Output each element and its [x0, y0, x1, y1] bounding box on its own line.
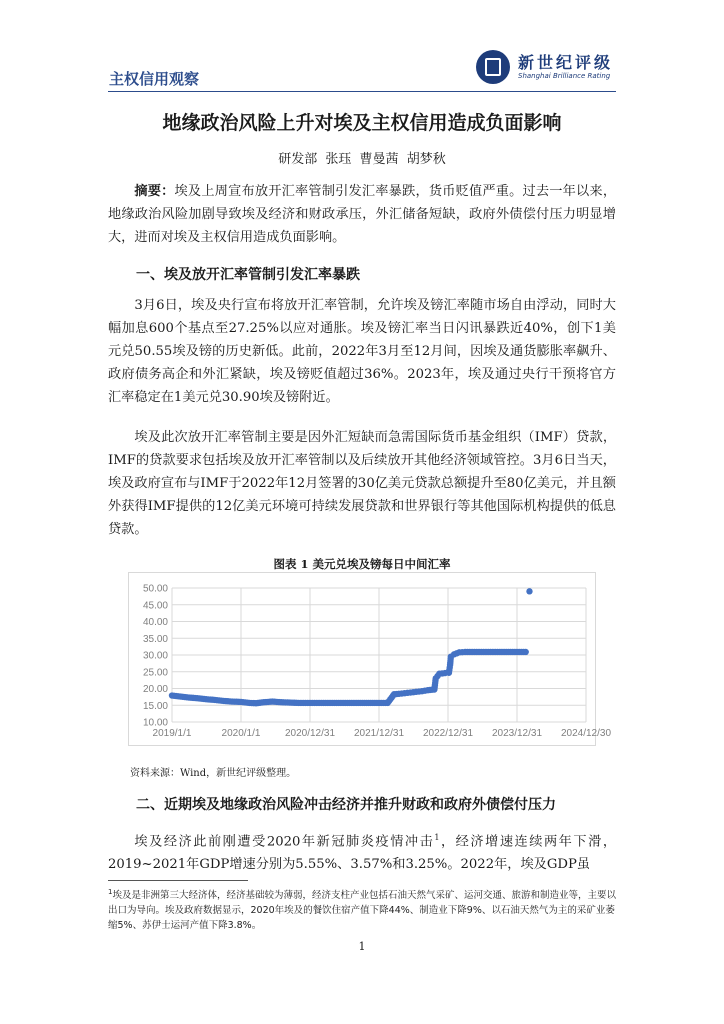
abstract-label: 摘要： — [134, 184, 175, 199]
y-tick-label: 35.00 — [142, 633, 168, 645]
data-point — [526, 588, 532, 594]
header-rule — [108, 91, 616, 92]
section-heading-2: 二、近期埃及地缘政治风险冲击经济并推升财政和政府外债偿付压力 — [136, 797, 556, 813]
series-title: 主权信用观察 — [109, 70, 200, 88]
x-tick-label: 2024/12/30 — [560, 728, 612, 739]
company-logo — [476, 48, 616, 86]
footnote-ref: 1 — [434, 833, 440, 842]
footnote-text: 埃及是非洲第三大经济体，经济基础较为薄弱，经济支柱产业包括石油天然气采矿、运河交通、旅游和制造业等，主要以出口为导向。埃及政府数据显示，2020年埃及的餐饮住宿产值下降44%、制造业下降9%、以石油天然气为主的采矿业萎缩5%、苏伊士运河产值下降3.8%。 — [108, 890, 616, 932]
y-tick-label: 15.00 — [142, 700, 168, 712]
authors: 研发部 张珏 曹曼茜 胡梦秋 — [278, 152, 446, 167]
y-tick-labels — [143, 584, 168, 729]
document-title: 地缘政治风险上升对埃及主权信用造成负面影响 — [162, 112, 562, 134]
section2-paragraph-1 — [108, 826, 616, 876]
y-tick-label: 45.00 — [142, 600, 168, 612]
footnote-mark: 1 — [108, 888, 113, 896]
footnote-rule — [108, 880, 248, 881]
y-tick-label: 10.00 — [142, 717, 168, 729]
x-tick-label: 2019/1/1 — [152, 728, 192, 739]
data-point — [522, 649, 528, 655]
building-logo-icon — [476, 50, 510, 84]
y-tick-label: 40.00 — [142, 617, 168, 628]
logo-english-name: Shanghai Brilliance Rating — [518, 72, 611, 80]
x-tick-label: 2022/12/31 — [422, 728, 474, 739]
section2-text-b: ，经济增速连续两年下滑，2019~2021年GDP增速分别为5.55%、3.57%和3.25%。2022年，埃及GDP虽 — [108, 834, 617, 873]
page-number: 1 — [358, 940, 366, 953]
chart-border — [129, 573, 596, 746]
figure-caption: 图表 1 美元兑埃及镑每日中间汇率 — [273, 557, 451, 571]
abstract — [108, 180, 616, 249]
section2-text-a: 埃及经济此前刚遭受2020年新冠肺炎疫情冲击 — [134, 834, 435, 850]
section1-paragraph-2: 埃及此次放开汇率管制主要是因外汇短缺而急需国际货币基金组织（IMF）贷款，IMF的贷款要求包括埃及放开汇率管制以及后续放开其他经济领域管控。3月6日当天，埃及政府宣布与IMF于2022年12月签署的30亿美元贷款总额提升至80亿美元，并且额外获得IMF提供的12亿美元环境可持续发展贷款和世界银行等其他国际机构提供的低息贷款。 — [108, 430, 616, 537]
y-tick-label: 25.00 — [142, 667, 168, 679]
abstract-text: 埃及上周宣布放开汇率管制引发汇率暴跌，货币贬值严重。过去一年以来，地缘政治风险加剧导致埃及经济和财政承压，外汇储备短缺，政府外债偿付压力明显增大，进而对埃及主权信用造成负面影响。 — [108, 184, 617, 245]
section-heading-1: 一、埃及放开汇率管制引发汇率暴跌 — [136, 267, 360, 283]
x-tick-label: 2020/1/1 — [221, 728, 261, 739]
y-tick-label: 30.00 — [142, 650, 168, 662]
y-tick-label: 50.00 — [142, 583, 168, 595]
logo-chinese-name: 新世纪评级 — [518, 53, 614, 72]
section1-paragraph-1: 3月6日，埃及央行宣布将放开汇率管制，允许埃及镑汇率随市场自由浮动，同时大幅加息600个基点至27.25%以应对通胀。埃及镑汇率当日闪讯暴跌近40%，创下1美元兑50.55埃及镑的历史新低。此前，2022年3月至12月间，因埃及通货膨胀率飙升、政府债务高企和外汇紧缺，埃及镑贬值超过36%。2023年，埃及通过央行干预将官方汇率稳定在1美元兑30.90埃及镑附近。 — [108, 298, 616, 405]
x-tick-label: 2023/12/31 — [491, 728, 543, 739]
exchange-rate-chart — [128, 572, 612, 746]
x-tick-label: 2021/12/31 — [353, 728, 405, 739]
y-tick-label: 20.00 — [142, 684, 168, 695]
figure-source: 资料来源：Wind，新世纪评级整理。 — [130, 768, 297, 779]
footnote — [108, 885, 616, 933]
x-tick-label: 2020/12/31 — [284, 728, 336, 739]
